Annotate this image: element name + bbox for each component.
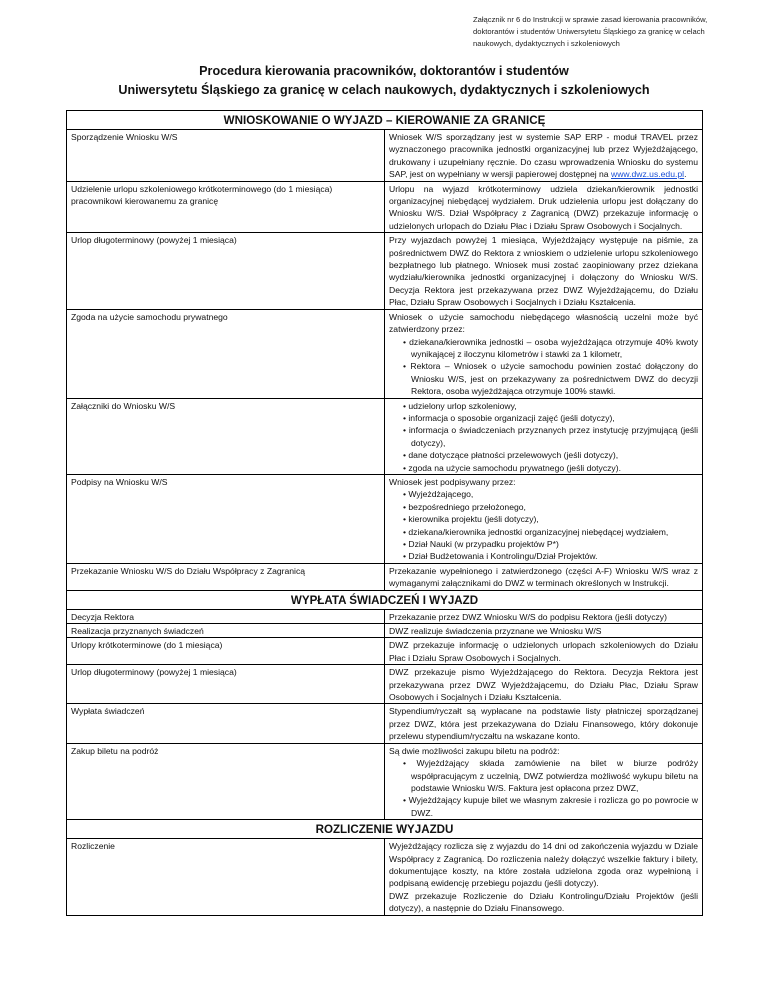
row-intro: Wniosek jest podpisywany przez: bbox=[389, 476, 516, 487]
table-row bbox=[67, 609, 703, 623]
row-label: Urlop długoterminowy (powyżej 1 miesiąca) bbox=[67, 665, 385, 704]
bullet-item: • Wyjeżdżającego, bbox=[403, 489, 474, 500]
section-heading-row bbox=[67, 111, 703, 130]
row-intro: Wniosek o użycie samochodu niebędącego własnością uczelni może być zatwierdzony przez: bbox=[389, 311, 698, 335]
row-label: Urlopy krótkoterminowe (do 1 miesiąca) bbox=[67, 638, 385, 665]
row-text: Przy wyjazdach powyżej 1 miesiąca, Wyjeżdżający występuje na piśmie, za pośrednictwem DWZ do Rektora z wnioskiem o udzielenie urlopu szkoleniowego bezpłatnego lub płatnego. Wniosek musi zostać zaopiniowany przez dziekana wydziału/kierownika jednostki organizacyjnej i dołączony do Wniosku W/S. Decyzja Rektora jest przekazywana przez DWZ Wyjeżdżającemu, do Działu Płac, Działu Spraw Osobowych i Socjalnych i Działu Kształcenia. bbox=[385, 233, 703, 309]
section-heading-payment: WYPŁATA ŚWIADCZEŃ I WYJAZD bbox=[67, 590, 703, 609]
table-row bbox=[67, 704, 703, 743]
table-row bbox=[67, 665, 703, 704]
bullet-item: • dane dotyczące płatności przelewowych (jeśli dotyczy), bbox=[403, 450, 619, 461]
row-text: Wniosek W/S sporządzany jest w systemie SAP ERP - moduł TRAVEL przez wyznaczonego pracownika jednostki organizacyjnej lub przez Wyjeżdżającego, drukowany i uzupełniany ręcznie. Do czasu wprowadzenia Wniosku do systemu SAP, jest on wypełniany w wersji papierowej dostępnej na www.dwz.us.edu.pl. bbox=[385, 130, 703, 182]
row-label: Wypłata świadczeń bbox=[67, 704, 385, 743]
bullet-item: • dziekana/kierownika jednostki organizacyjnej niebędącej wydziałem, bbox=[403, 526, 669, 537]
attachment-note: Załącznik nr 6 do Instrukcji w sprawie zasad kierowania pracowników, doktorantów i studentów Uniwersytetu Śląskiego za granicę w celach naukowych, dydaktycznych i szkoleniowych bbox=[473, 15, 708, 48]
bullet-item: • zgoda na użycie samochodu prywatnego (jeśli dotyczy). bbox=[403, 462, 621, 473]
bullet-item: • Wyjeżdżający kupuje bilet we własnym zakresie i rozlicza go po powrocie w DWZ. bbox=[403, 795, 698, 818]
table-row bbox=[67, 638, 703, 665]
table-row bbox=[67, 743, 703, 819]
row-text bbox=[385, 398, 703, 474]
row-label: Zgoda na użycie samochodu prywatnego bbox=[67, 309, 385, 398]
row-text: DWZ realizuje świadczenia przyznane we Wniosku W/S bbox=[385, 624, 703, 638]
section-heading-settlement: ROZLICZENIE WYJAZDU bbox=[67, 820, 703, 839]
bullet-item: • bezpośredniego przełożonego, bbox=[403, 501, 526, 512]
section-heading-row bbox=[67, 590, 703, 609]
dwz-website-link[interactable]: www.dwz.us.edu.pl bbox=[610, 169, 685, 180]
bullet-item: • dziekana/kierownika jednostki – osoba wyjeżdżająca otrzymuje 40% kwoty wynikającej z iloczynu kilometrów i stawki za 1 kilometr, bbox=[403, 336, 698, 359]
bullet-item: • kierownika projektu (jeśli dotyczy), bbox=[403, 514, 539, 525]
row-text bbox=[385, 309, 703, 398]
bullet-item: • Dział Budżetowania i Kontrolingu/Dział Projektów. bbox=[403, 551, 598, 562]
bullet-item: • informacja o świadczeniach przyznanych przez instytucję przyjmującą (jeśli dotyczy), bbox=[403, 425, 698, 448]
table-row bbox=[67, 563, 703, 590]
row-label: Zakup biletu na podróż bbox=[67, 743, 385, 819]
table-row bbox=[67, 130, 703, 182]
bullet-item: • Dział Nauki (w przypadku projektów P*) bbox=[403, 539, 559, 549]
title-line-2: Uniwersytetu Śląskiego za granicę w celach naukowych, dydaktycznych i szkoleniowych bbox=[118, 83, 650, 97]
row-label: Podpisy na Wniosku W/S bbox=[67, 474, 385, 563]
table-row bbox=[67, 398, 703, 474]
section-heading-row bbox=[67, 820, 703, 839]
row-label: Przekazanie Wniosku W/S do Działu Współpracy z Zagranicą bbox=[67, 563, 385, 590]
title-line-1: Procedura kierowania pracowników, doktorantów i studentów bbox=[199, 64, 569, 78]
table-row bbox=[67, 181, 703, 233]
row-label: Sporządzenie Wniosku W/S bbox=[67, 130, 385, 182]
table-row bbox=[67, 309, 703, 398]
row-label: Załączniki do Wniosku W/S bbox=[67, 398, 385, 474]
row-text bbox=[385, 839, 703, 915]
row-text: DWZ przekazuje informację o udzielonych urlopach szkoleniowych do Działu Płac i Działu Spraw Osobowych i Socjalnych. bbox=[385, 638, 703, 665]
bullet-item: • informacja o sposobie organizacji zajęć (jeśli dotyczy), bbox=[403, 412, 615, 423]
row-label: Rozliczenie bbox=[67, 839, 385, 915]
bullet-item: • Rektora – Wniosek o użycie samochodu powinien zostać dołączony do Wniosku W/S, jest on przekazywany za pośrednictwem DWZ do decyzji Rektora, osoba wyjeżdżająca otrzymuje 100% stawki. bbox=[403, 361, 698, 397]
row-text: Urlopu na wyjazd krótkoterminowy udziela dziekan/kierownik jednostki organizacyjnej niebędącej wydziałem. Druk udzielenia urlopu jest dołączany do Wniosku W/S. Dział Współpracy z Zagranicą (DWZ) przekazuje informację o udzielonych urlopach do Działu Płac i Działu Spraw Osobowych i Socjalnych. bbox=[385, 181, 703, 233]
row-label: Realizacja przyznanych świadczeń bbox=[67, 624, 385, 638]
table-row bbox=[67, 474, 703, 563]
row-paragraph: DWZ przekazuje Rozliczenie do Działu Kontrolingu/Działu Projektów (jeśli dotyczy), a następnie do Działu Finansowego. bbox=[389, 890, 698, 914]
row-text: Przekazanie wypełnionego i zatwierdzonego (części A-F) Wniosku W/S wraz z wymaganymi załącznikami do DWZ w terminach określonych w Instrukcji. bbox=[385, 563, 703, 590]
row-label: Udzielenie urlopu szkoleniowego krótkoterminowego (do 1 miesiąca) pracownikowi kierowanemu za granicę bbox=[67, 181, 385, 233]
table-row bbox=[67, 839, 703, 915]
row-label: Decyzja Rektora bbox=[67, 609, 385, 623]
bullet-item: • Wyjeżdżający składa zamówienie na bilet w biurze podróży współpracującym z uczelnią, DWZ potwierdza możliwość wykupu biletu na podstawie Wniosku W/S. Faktura jest opłacona przez DWZ, bbox=[403, 758, 698, 793]
procedure-table bbox=[66, 110, 703, 916]
section-heading-application: WNIOSKOWANIE O WYJAZD – KIEROWANIE ZA GRANICĘ bbox=[67, 111, 703, 130]
row-text: Stypendium/ryczałt są wypłacane na podstawie listy płatniczej sporządzanej przez DWZ, która jest przekazywana do Działu Finansowego, który dokonuje przelewu stypendium/ryczałtu na wskazane konto. bbox=[385, 704, 703, 743]
table-row bbox=[67, 233, 703, 309]
row-paragraph: Wyjeżdżający rozlicza się z wyjazdu do 14 dni od zakończenia wyjazdu w Dziale Współpracy z Zagranicą. Do rozliczenia należy dołączyć wszelkie faktury i bilety, dokumentujące koszty, na które została udzielona zgoda oraz wypełnioną i podpisaną ewidencję przebiegu pojazdu (jeśli dotyczy). bbox=[389, 841, 698, 889]
row-text-body: Wniosek W/S sporządzany jest w systemie SAP ERP - moduł TRAVEL przez wyznaczonego pracownika jednostki organizacyjnej lub przez Wyjeżdżającego, drukowany i uzupełniany ręcznie. Do czasu wprowadzenia Wniosku do systemu SAP, jest on wypełniany w wersji papierowej dostępnej na bbox=[389, 132, 698, 180]
row-text: DWZ przekazuje pismo Wyjeżdżającego do Rektora. Decyzja Rektora jest przekazywana przez DWZ Wyjeżdżającemu, do Działu Płac, Działu Spraw Osobowych i Socjalnych i Działu Kształcenia. bbox=[385, 665, 703, 704]
row-label: Urlop długoterminowy (powyżej 1 miesiąca) bbox=[67, 233, 385, 309]
table-row bbox=[67, 624, 703, 638]
row-intro: Są dwie możliwości zakupu biletu na podróż: bbox=[389, 745, 560, 756]
bullet-item: • udzielony urlop szkoleniowy, bbox=[403, 400, 517, 411]
row-text: Przekazanie przez DWZ Wniosku W/S do podpisu Rektora (jeśli dotyczy) bbox=[385, 609, 703, 623]
row-text bbox=[385, 474, 703, 563]
row-text bbox=[385, 743, 703, 819]
page-title bbox=[0, 62, 768, 100]
